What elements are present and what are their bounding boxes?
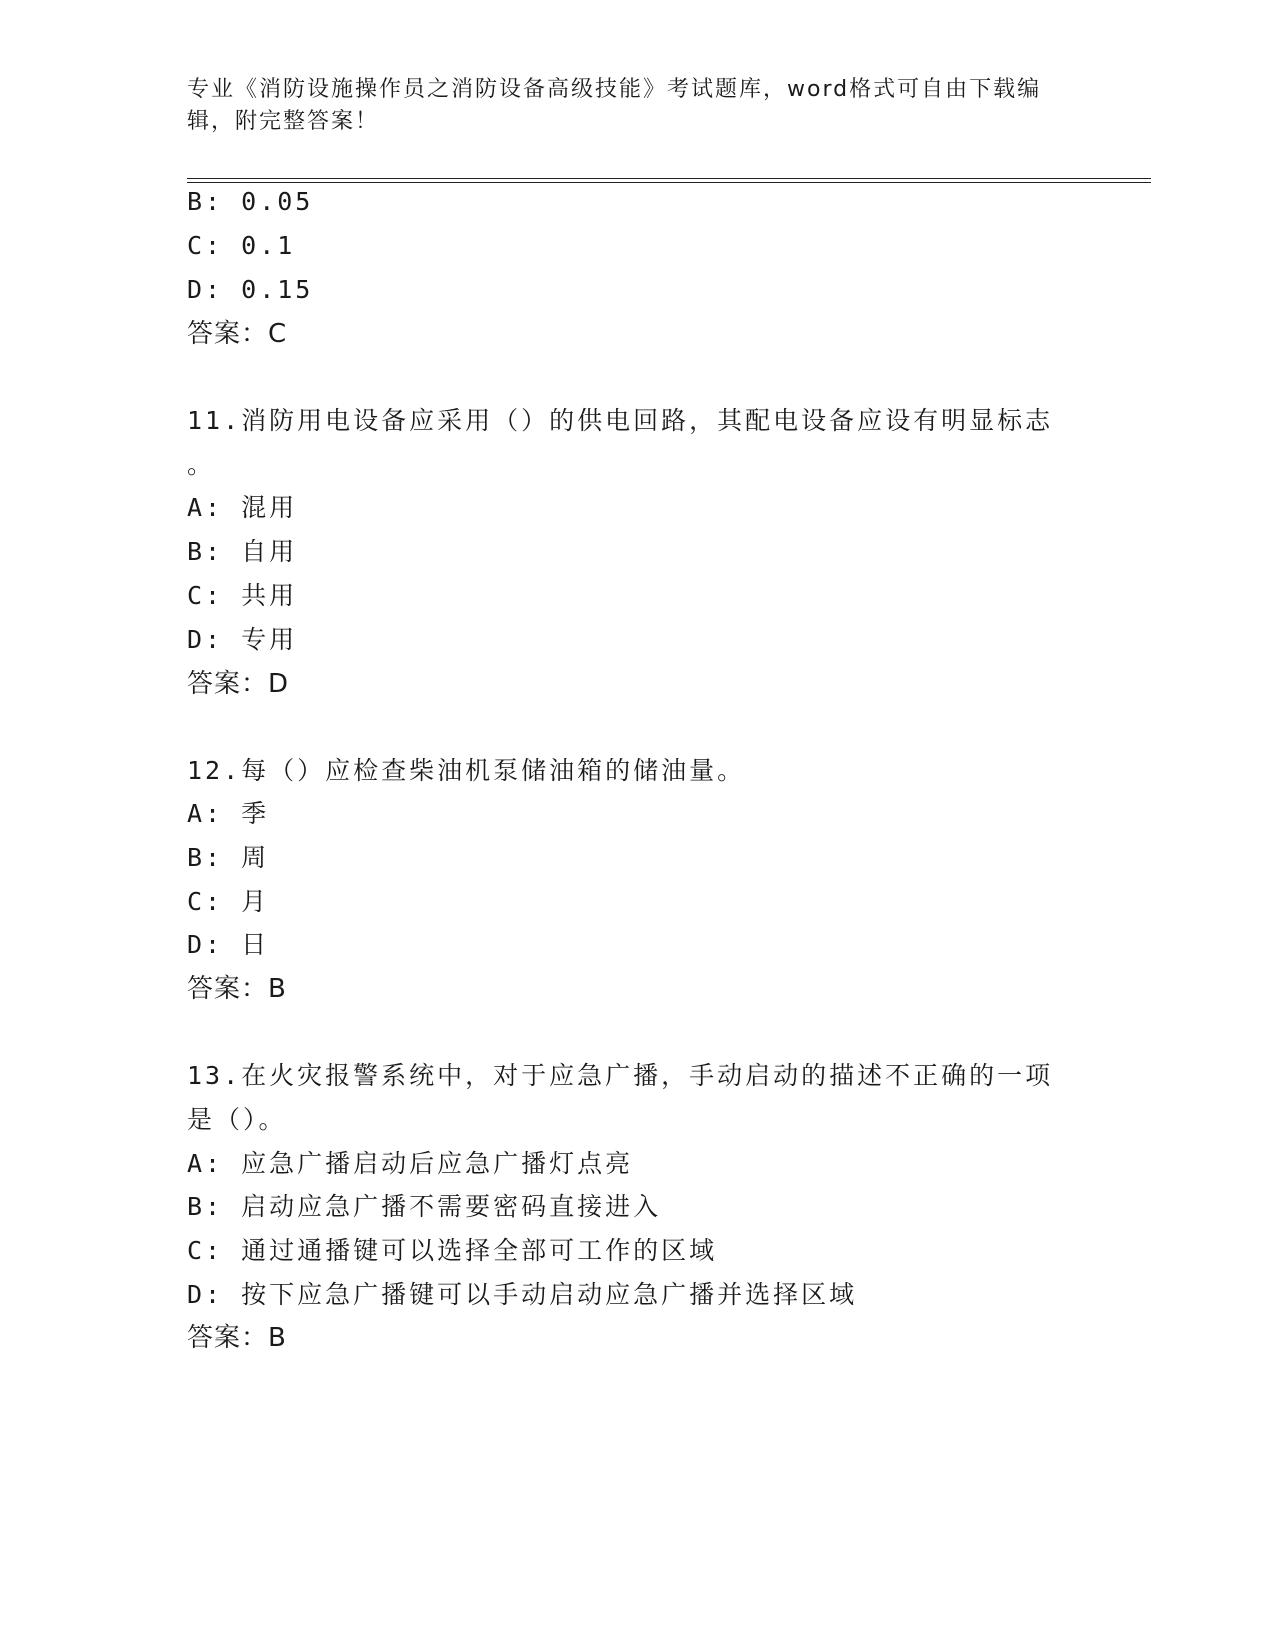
q11-answer: 答案：D [187,669,290,699]
q10-option-d: D: 0.15 [187,275,314,304]
q11-stem-line2: 。 [187,450,216,479]
q13-option-a: A: 应急广播启动后应急广播灯点亮 [187,1149,634,1178]
q11-option-b: B: 自用 [187,537,298,566]
page-header: 专业《消防设施操作员之消防设备高级技能》考试题库，word格式可自由下载编辑，附完整答案！ [187,77,1042,134]
q12-stem: 12.每（）应检查柴油机泵储油箱的储油量。 [187,756,746,785]
header-divider [187,178,1151,183]
q12-option-a: A: 季 [187,799,270,828]
q10-answer: 答案：C [187,319,288,349]
q12-option-c: C: 月 [187,887,270,916]
q11-option-d: D: 专用 [187,625,298,654]
q13-option-d: D: 按下应急广播键可以手动启动应急广播并选择区域 [187,1280,858,1309]
q10-option-c: C: 0.1 [187,231,296,260]
q13-stem-line2: 是（）。 [187,1105,287,1134]
q12-option-b: B: 周 [187,843,270,872]
q11-option-a: A: 混用 [187,493,298,522]
q13-option-c: C: 通过通播键可以选择全部可工作的区域 [187,1236,718,1265]
q12-option-d: D: 日 [187,930,270,959]
q12-answer: 答案：B [187,974,287,1004]
q13-stem-line1: 13.在火灾报警系统中，对于应急广播，手动启动的描述不正确的一项 [187,1061,1054,1090]
q11-option-c: C: 共用 [187,581,298,610]
q13-answer: 答案：B [187,1323,287,1353]
q10-option-b: B: 0.05 [187,187,314,216]
q11-stem-line1: 11.消防用电设备应采用（）的供电回路，其配电设备应设有明显标志 [187,406,1054,435]
q13-option-b: B: 启动应急广播不需要密码直接进入 [187,1192,662,1221]
